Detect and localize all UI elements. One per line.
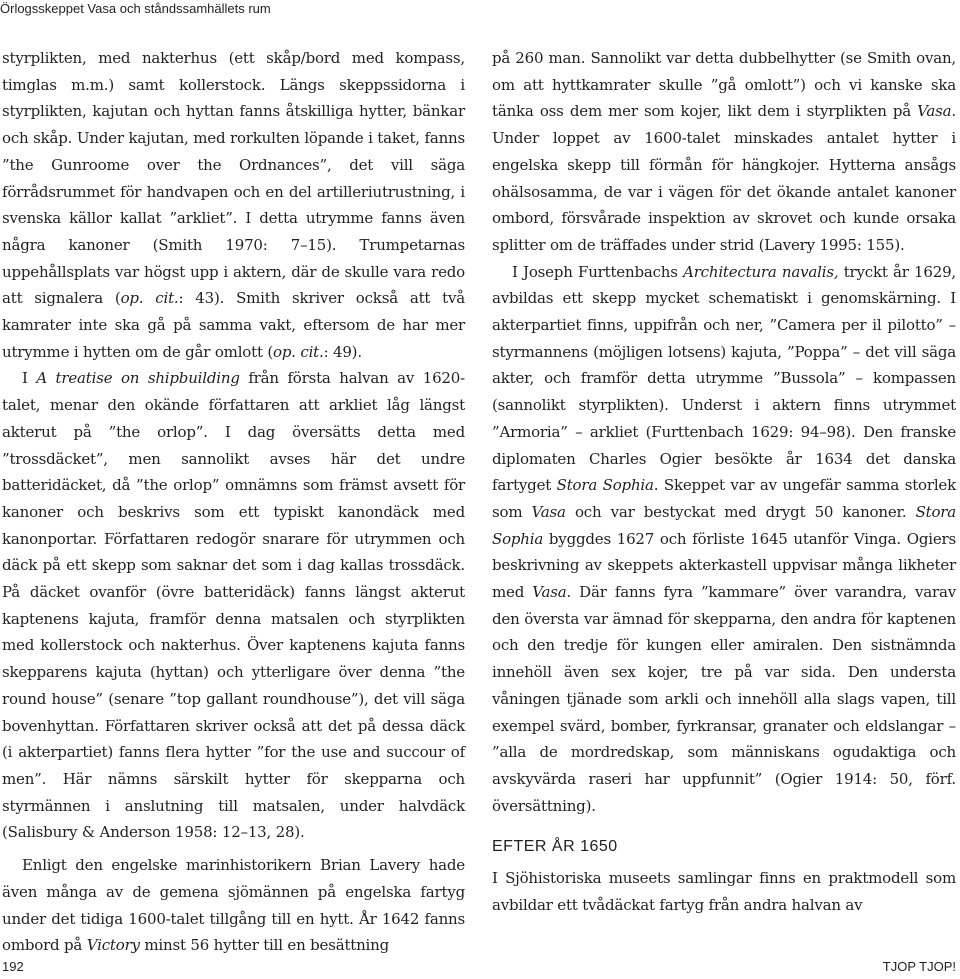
text-run: tryckt år 1629, avbildas ett skepp mycket schematiskt i genomskärning. I akterpartiet finns, uppifrån och ner, ”Camera per il pilotto” – styrmannens (möjligen lotsens) kajuta, ”Poppa” – det vill säga akter, och framför detta utrymme ”Bussola” – kompassen (sannolikt styrplikten). Underst i aktern finns utrymmet ”Armoria” – arkliet (Furttenbach 1629: 94–98). Den franske diplomaten Charles Ogier besökte år 1634 det danska fartyget (492, 262, 956, 495)
italic-text: Stora Sophia (556, 476, 654, 495)
italic-text: op. cit. (120, 289, 179, 308)
text-run: från första halvan av 1620-talet, menar den okände författaren att arkliet låg längst akterut på ”the orlop”. I dag översätts detta med ”trossdäcket”, men sannolikt avses här det undre batteridäcket, då ”the orlop” omnämns som främst avsett för kanoner och beskrivs som ett typiskt kanondäck med kanonportar. Författaren redogör snarare för utrymmen och däck på ett skepp som saknar det som i dag kallas trossdäck. På däcket ovanför (övre batteridäck) fanns längst akterut kaptenens kajuta, framför denna matsalen och styrplikten med kollerstock och nakterhus. Över kaptenens kajuta fanns skepparens kajuta (hyttan) och ytterligare över denna ”the round house” (senare ”top gallant roundhouse”), det vill säga bovenhyttan. Författaren skriver också att det på dessa däck (i akterpartiet) fanns flera hytter ”for the use and succour of men”. Här nämns särskilt hytter för skepparna och styrmännen i anslutning till matsalen, under halvdäck (Salisbury & Anderson 1958: 12–13, 28). (2, 369, 465, 842)
text-run: minst 56 hytter till en besättning (139, 936, 390, 955)
paragraph (492, 865, 956, 918)
right-column (492, 45, 956, 919)
paragraph (2, 365, 465, 846)
text-run: : 49). (323, 342, 362, 361)
page-number: 192 (2, 959, 24, 974)
paragraph (2, 852, 465, 959)
text-run: och var bestyckat med drygt 50 kanoner. (565, 502, 916, 521)
section-heading: EFTER ÅR 1650 (492, 838, 618, 856)
text-run: styrplikten, med nakterhus (ett skåp/bord med kompass, timglas m.m.) samt kollerstock. Längs skeppssidorna i styrplikten, kajutan och hyttan fanns åtskilliga hytter, bänkar och skåp. Under kajutan, med rorkulten löpande i taket, fanns ”the Gunroome over the Ordnances”, det vill säga förrådsrummet för handvapen och en del artilleriutrustning, i svenska källor kallat ”arkliet”. I detta utrymme fanns även några kanoner (Smith 1970: 7–15). Trumpetarnas uppehållsplats var högst upp i aktern, där de skulle vara redo att signalera ( (2, 49, 465, 308)
text-run: I Sjöhistoriska museets samlingar finns en praktmodell som avbildar ett tvådäckat fartyg från andra halvan av (492, 869, 956, 915)
italic-text: Victory (86, 936, 140, 955)
italic-text: Architectura navalis, (683, 262, 839, 281)
text-run: . Där fanns fyra ”kammare” över varandra, varav den översta var ämnad för skepparna, den andra för kaptenen och den tredje för kungen eller amiralen. Den sistnämnda innehöll även sex kojer, tre på var sida. Den understa våningen tjänade som arkli och innehöll alla slags vapen, till exempel svärd, bomber, fyrkransar, granater och eldslangar – ”alla de mordredskap, som människans ogudaktiga och avskyvärda raseri har uppfunnit” (Ogier 1914: 50, förf. översättning). (492, 583, 956, 815)
text-run: : 43). Smith skriver också att två kamrater inte ska gå på samma vakt, eftersom de har mer utrymme i hytten om de går omlott ( (2, 289, 465, 361)
italic-text: Stora Sophia (492, 502, 957, 548)
text-run: på 260 man. Sannolikt var detta dubbelhytter (se Smith ovan, om att hyttkamrater skulle ”gå omlott”) och vi kanske ska tänka oss dem mer som kojer, likt dem i styrplikten på (492, 49, 956, 121)
running-head: Örlogsskeppet Vasa och ståndssamhällets rum (0, 1, 271, 16)
paragraph (2, 45, 465, 365)
footer-title: TJOP TJOP! (882, 959, 956, 974)
paragraph (492, 259, 956, 820)
italic-text: Vasa (532, 583, 567, 602)
italic-text: Vasa (531, 502, 566, 521)
text-run: . Skeppet var av ungefär samma storlek som (492, 476, 956, 521)
italic-text: A treatise on shipbuilding (36, 369, 240, 388)
italic-text: Vasa (917, 102, 952, 121)
text-run: I (22, 369, 37, 388)
italic-text: op. cit. (273, 342, 324, 361)
left-column (2, 45, 465, 959)
text-run: byggdes 1627 och förliste 1645 utanför Vinga. Ogiers beskrivning av skeppets akterkastell uppvisar många likheter med (492, 529, 956, 602)
text-run: . Under loppet av 1600-talet minskades antalet hytter i engelska skepp till förmån för hängkojer. Hytterna ansågs ohälsosamma, de var i vägen för det ökande antalet kanoner ombord, försvårade inspektion av skrovet och kunde orsaka splitter om de träffades under strid (Lavery 1995: 155). (492, 102, 956, 254)
text-run: I Joseph Furttenbachs (512, 262, 684, 281)
text-run: Enligt den engelske marinhistorikern Brian Lavery hade även många av de gemena sjömännen på engelska fartyg under det tidiga 1600-talet tillgång till en hytt. År 1642 fanns ombord på (2, 856, 465, 955)
paragraph (492, 45, 956, 259)
